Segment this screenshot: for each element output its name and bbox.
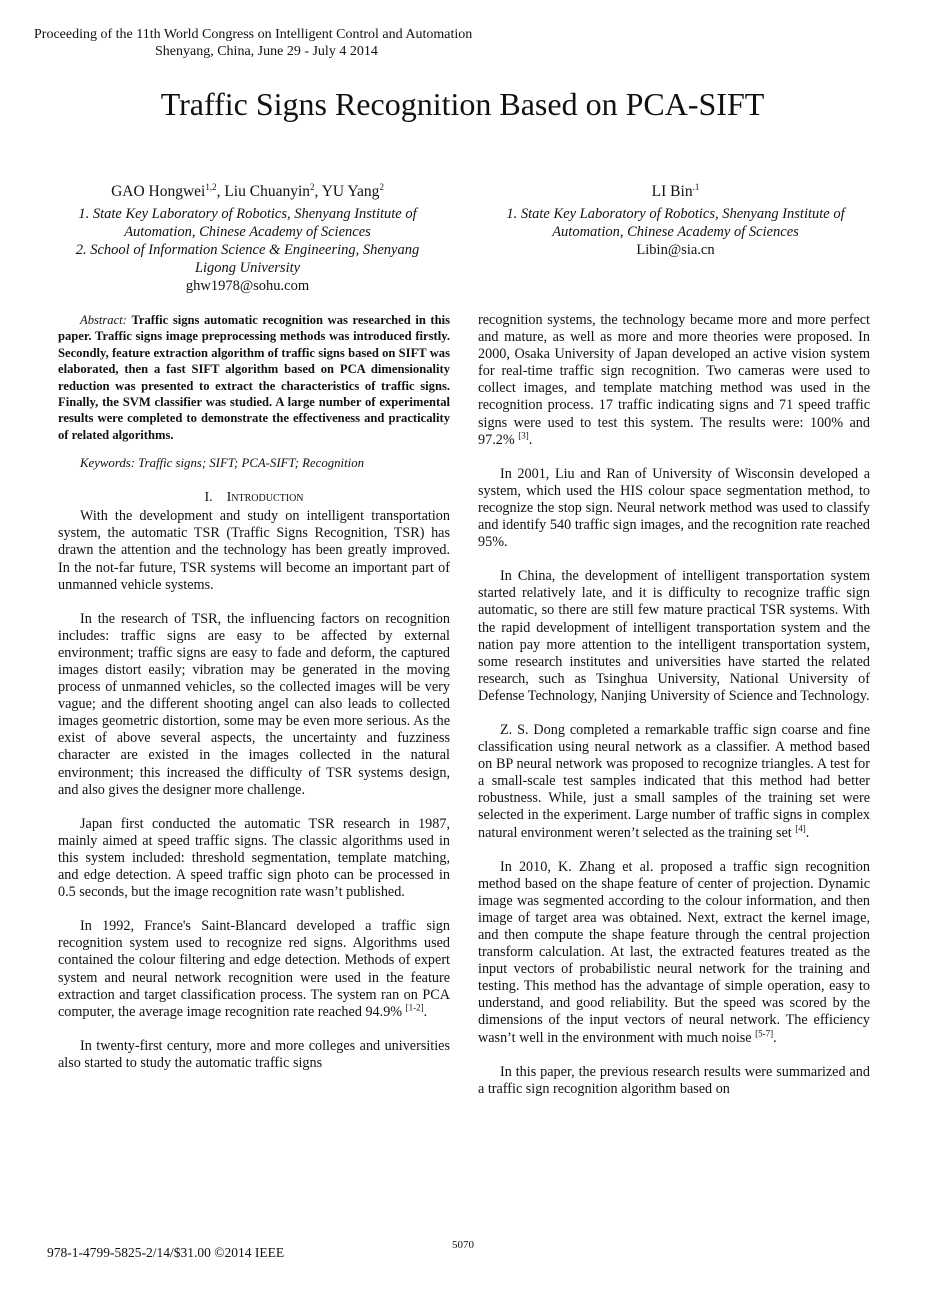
section-number: I. — [204, 490, 213, 506]
author-affil-sup: .1 — [692, 182, 700, 192]
author-name: LI Bin — [651, 183, 693, 201]
body-paragraph — [58, 816, 450, 901]
author-block-right — [478, 177, 873, 259]
paragraph-text: Z. S. Dong completed a remarkable traffic sign coarse and fine classification using neural network as a classifier. A method based on BP neural network was proposed to recognize triangles. A test for a small-scale test samples indicated that this method had better robustness. While, just a small samples of the training set were selected in the experiment. Large number of traffic signs in complex natural environment weren’t selected as the training set — [478, 721, 870, 841]
paragraph-tail: . — [423, 1003, 428, 1020]
affiliation-line: 1. State Key Laboratory of Robotics, Shenyang Institute of — [78, 206, 417, 223]
paragraph-tail: . — [528, 431, 533, 448]
body-paragraph — [478, 568, 870, 705]
affiliation-line: Automation, Chinese Academy of Sciences — [124, 224, 371, 241]
paper-title: Traffic Signs Recognition Based on PCA-SIFT — [160, 86, 765, 122]
body-paragraph — [478, 466, 870, 551]
affiliation-line: 2. School of Information Science & Engineering, Shenyang — [75, 242, 420, 259]
paragraph-tail: . — [805, 824, 810, 841]
paragraph-text: In China, the development of intelligent transportation system started relatively late, and it is difficulty to recognize traffic sign automatic, so there are still few mature practical TSR systems. With the rapid development of intelligent transportation system and the nation pay more attention to the intelligent transportation system, some research institutes and universities have started the related research, such as Tsinghua University, National University of Defense Technology, Nanjing University of Science and Technology. — [478, 568, 870, 704]
body-paragraph — [478, 722, 870, 842]
abstract — [58, 312, 450, 443]
page-number: 5070 — [452, 1239, 474, 1251]
author-email-right: Libin@sia.cn — [636, 242, 715, 259]
section-heading — [58, 489, 450, 506]
section-title: Introduction — [226, 490, 304, 506]
citation: [5-7] — [755, 1027, 774, 1038]
author-email-left: ghw1978@sohu.com — [185, 278, 310, 295]
paragraph-text: Japan first conducted the automatic TSR research in 1987, mainly aimed at speed traffic signs. The classic algorithms used in this system included: threshold segmentation, template matching, and edge detection. A speed traffic sign photo can be processed in 0.5 seconds, but the image recognition rate wasn’t published. — [58, 815, 450, 901]
paragraph-text: In this paper, the previous research results were summarized and a traffic sign recognition algorithm based on — [478, 1063, 870, 1097]
body-paragraph — [58, 611, 450, 799]
abstract-text: Traffic signs automatic recognition was researched in this paper. Traffic signs image preprocessing methods was introduced firstly. Secondly, feature extraction algorithm of traffic signs based on SIFT was elaborated, then a fast SIFT algorithm based on PCA dimensionality reduction was presented to extract the characteristics of traffic signs. Finally, the SVM classifier was studied. A large number of experimental results were completed to demonstrate the effectiveness and practicality of related algorithms. — [58, 313, 450, 442]
paragraph-text: With the development and study on intelligent transportation system, the automatic TSR (Traffic Signs Recognition, TSR) has drawn the attention and the technology has been greatly improved. In the not-far future, TSR systems will become an important part of unmanned vehicle systems. — [58, 508, 450, 593]
paragraph-text: In 2010, K. Zhang et al. proposed a traffic sign recognition method based on the shape feature of center of projection. Dynamic image was segmented according to the colour information, and then image of target area was obtained. Next, extract the kernel image, and then compute the shape feature through the central projection transform calculation. At last, the extracted features treated as the input vectors of probabilistic neural network for the training and testing. This method has the advantage of simple operation, easy to understand, and good reliability. But the speed was scored by the dimensions of the input vectors of neural network. The efficiency wasn’t well in the environment with much noise — [478, 858, 870, 1046]
paragraph-tail: . — [773, 1029, 777, 1046]
affiliation-line: Ligong University — [194, 260, 301, 277]
paragraph-text: In 2001, Liu and Ran of University of Wisconsin developed a system, which used the HIS colour space segmentation method, to recognize the stop sign. Neural network method was used to classify and identify 540 traffic sign images, and the recognition rate reached 95%. — [478, 465, 870, 551]
author-name: Liu Chuanyin — [224, 183, 311, 201]
paragraph-text: recognition systems, the technology became more and more perfect and mature, as well as more and more theories were proposed. In 2000, Osaka University of Japan developed an active vision system for real-time traffic sign recognition. Two cameras were used to collect images, and template matching method was used in the recognition process. 17 traffic indicating signs and 71 speed traffic signs were used to test this system. The results were: 100% and 97.2% — [478, 312, 870, 448]
body-paragraph — [58, 918, 450, 1021]
proceeding-line-2: Shenyang, China, June 29 - July 4 2014 — [155, 44, 378, 59]
body-paragraph — [478, 859, 870, 1047]
citation: [3] — [518, 429, 529, 440]
author-block-left — [50, 177, 445, 295]
author-name: GAO Hongwei — [111, 183, 206, 201]
paragraph-text: In the research of TSR, the influencing factors on recognition includes: traffic signs are easy to be affected by external environment; traffic signs are easy to fade and deform, the captured images distort easily; vibration may be generated in the moving process of unmanned vehicles, so the collected images will be very vague; and the different shooting angel can also leads to collected images geometric distortion, some may be even more serious. As the exist of above several aspects, the uncertainty and fuzziness character are existed in the images collected in the natural environment; this increased the difficulty of TSR systems design, and also gives the designer more challenge. — [58, 610, 450, 798]
abstract-label: Abstract: — [80, 313, 127, 327]
citation: [4] — [795, 822, 806, 833]
affiliation-line: 1. State Key Laboratory of Robotics, Shenyang Institute of — [506, 206, 845, 223]
author-affil-sup: 2 — [379, 182, 384, 192]
paragraph-text: In 1992, France's Saint-Blancard developed a traffic sign recognition system used to recognize red signs. Algorithms used contained the colour filtering and edge detection. Methods of expert system and neural network recognition were used in the feature extraction and target classification process. The system ran on PCA computer, the average image recognition rate reached 94.9% — [58, 918, 450, 1020]
author-sep: , — [314, 183, 322, 201]
paragraph-text: In twenty-first century, more and more colleges and universities also started to study the automatic traffic signs — [58, 1037, 450, 1071]
citation: [1-2] — [405, 1001, 424, 1012]
author-sep: , — [216, 183, 225, 201]
author-affil-sup: 2 — [310, 182, 315, 192]
footer-isbn: 978-1-4799-5825-2/14/$31.00 ©2014 IEEE — [47, 1245, 285, 1260]
author-names-right — [478, 177, 873, 202]
body-paragraph — [58, 508, 450, 593]
keywords: Keywords: Traffic signs; SIFT; PCA-SIFT; Recognition — [80, 456, 364, 471]
proceeding-line-1: Proceeding of the 11th World Congress on Intelligent Control and Automation — [34, 27, 473, 42]
author-names-left — [50, 177, 445, 202]
author-affil-sup: 1,2 — [205, 182, 217, 192]
affiliation-line: Automation, Chinese Academy of Sciences — [552, 224, 799, 241]
body-paragraph — [478, 1064, 870, 1098]
left-column — [58, 312, 450, 1089]
author-name: YU Yang — [321, 183, 380, 201]
right-column — [478, 312, 870, 1115]
body-paragraph — [58, 1038, 450, 1072]
body-paragraph — [478, 312, 870, 449]
